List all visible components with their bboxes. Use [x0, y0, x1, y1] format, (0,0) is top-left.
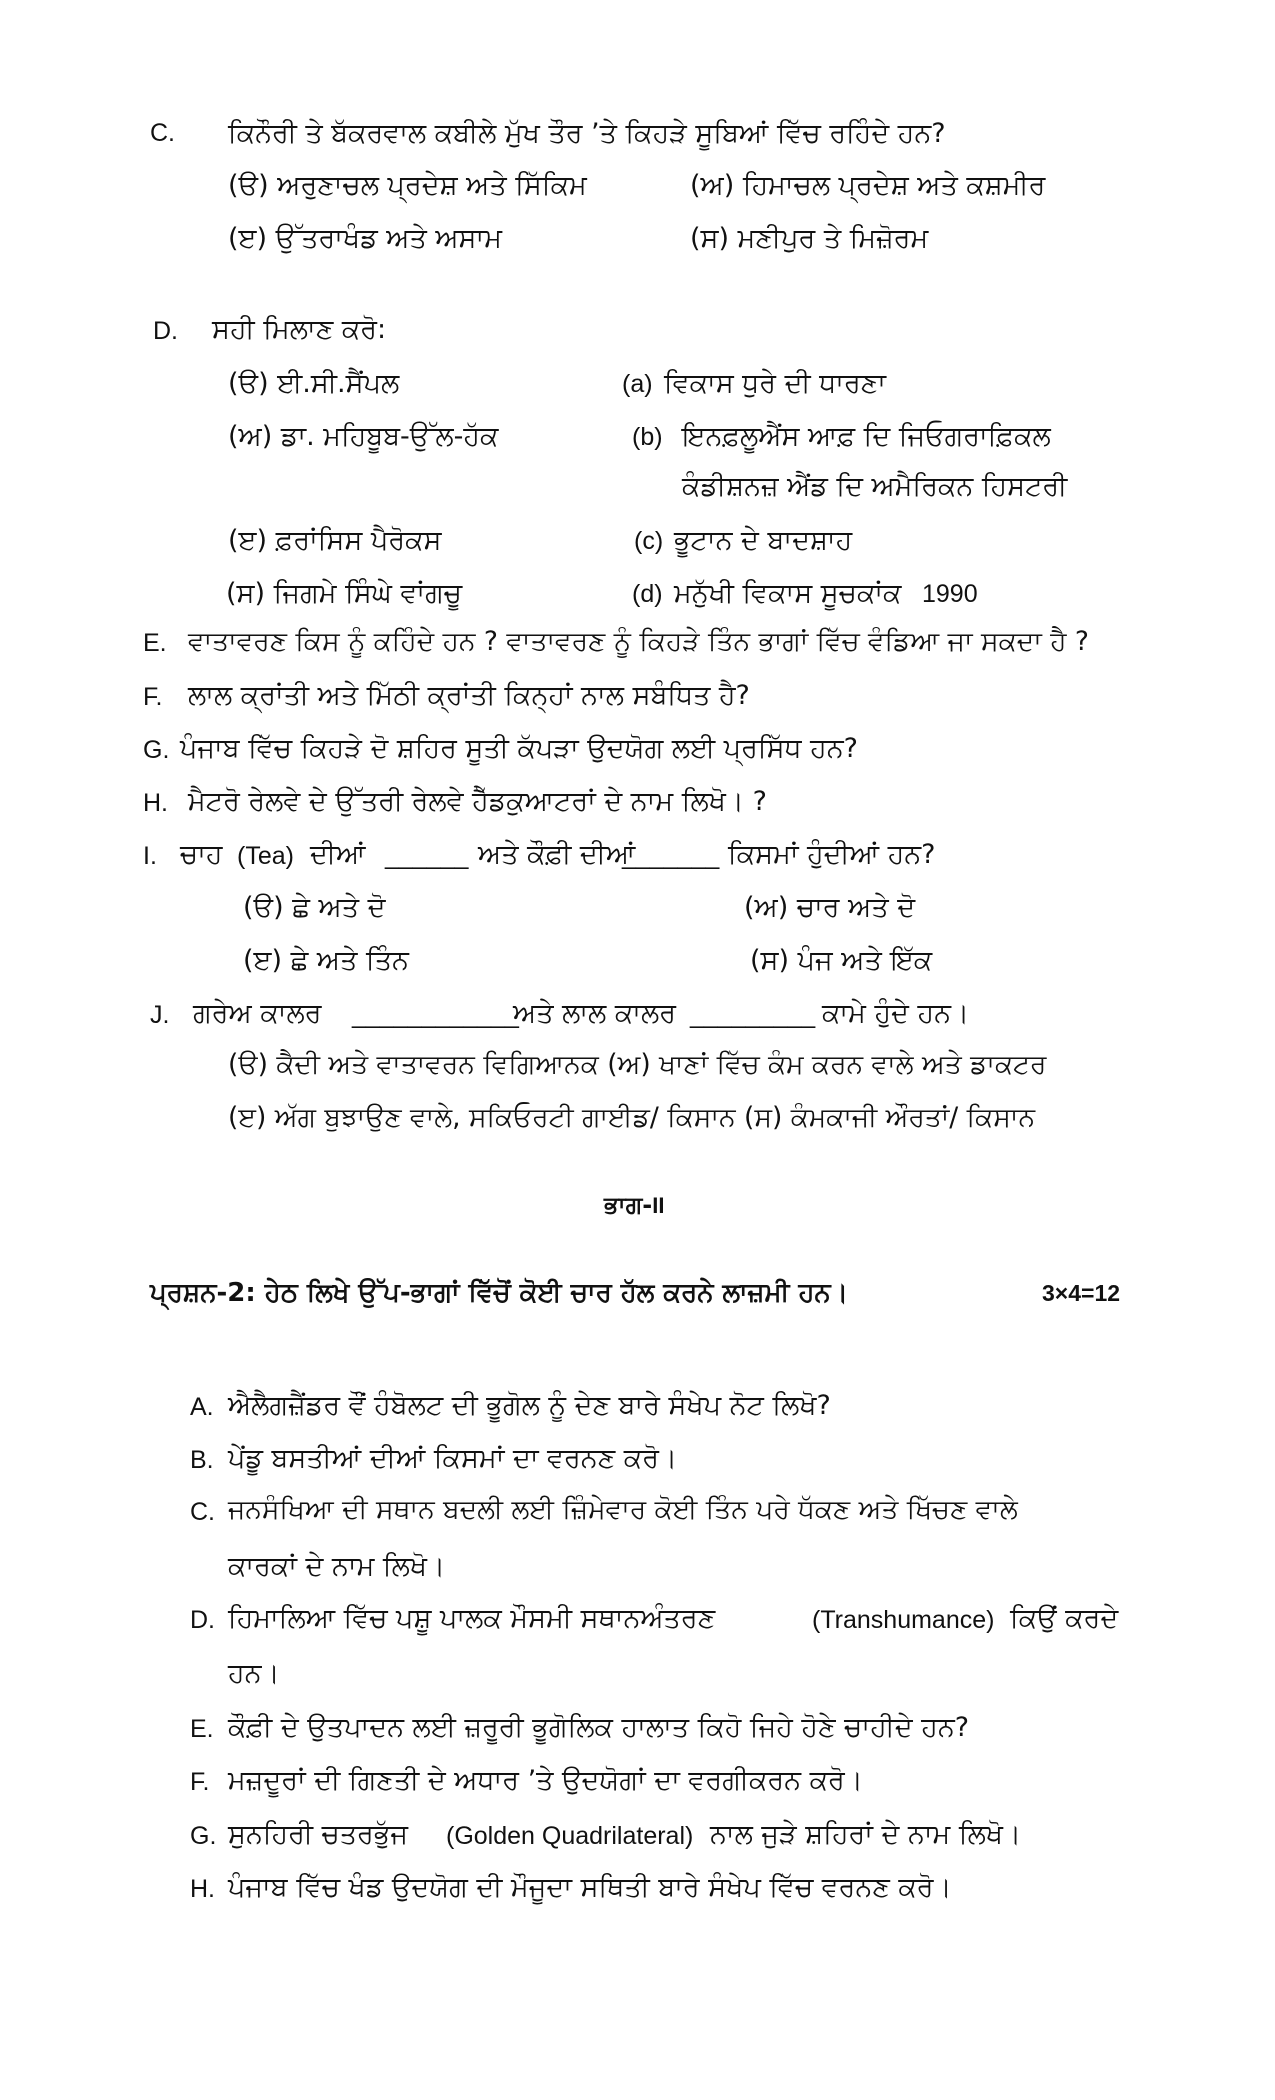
question-2-instruction: ਪ੍ਰਸ਼ਨ-2: ਹੇਠ ਲਿਖੇ ਉੱਪ-ਭਾਗਾਂ ਵਿੱਚੋਂ ਕੋਈ ਚਾਰ ਹੱਲ ਕਰਨੇ ਲਾਜ਼ਮੀ ਹਨ।	[150, 1278, 849, 1308]
question-j-letter: J.	[150, 1001, 170, 1029]
q2-item-d-latin: (Transhumance)	[812, 1606, 995, 1634]
match-right-a: ਵਿਕਾਸ ਧੁਰੇ ਦੀ ਧਾਰਣਾ	[664, 368, 886, 399]
q2-item-g-letter: G.	[190, 1822, 217, 1850]
q2-item-b-text: ਪੇਂਡੂ ਬਸਤੀਆਂ ਦੀਆਂ ਕਿਸਮਾਂ ਦਾ ਵਰਨਣ ਕਰੋ।	[228, 1443, 678, 1474]
question-i-text-1: ਚਾਹ	[180, 839, 223, 870]
q2-item-d-letter: D.	[190, 1606, 215, 1634]
part-heading	[604, 1193, 664, 1217]
q2-item-a-letter: A.	[190, 1393, 214, 1421]
question-i-text-3: ਅਤੇ ਕੌਫ਼ੀ ਦੀਆਂ	[478, 839, 636, 870]
match-right-b: ਇਨਫ਼ਲੂਐਂਸ ਆਫ਼ ਦਿ ਜਿਓਗਰਾਫ਼ਿਕਲ	[682, 421, 1051, 452]
match-left-a: (ੳ) ਈ.ਸੀ.ਸੈਂਪਲ	[228, 368, 400, 399]
match-right-label-b: (b)	[632, 423, 663, 451]
q2-item-g-text-2: ਨਾਲ ਜੁੜੇ ਸ਼ਹਿਰਾਂ ਦੇ ਨਾਮ ਲਿਖੋ।	[710, 1819, 1022, 1850]
question-e-letter: E.	[143, 629, 167, 657]
q2-item-g-latin: (Golden Quadrilateral)	[446, 1822, 694, 1850]
question-j-options-line-1: (ੳ) ਕੈਦੀ ਅਤੇ ਵਾਤਾਵਰਨ ਵਿਗਿਆਨਕ (ਅ) ਖਾਣਾਂ ਵਿੱਚ ਕੰਮ ਕਰਨ ਵਾਲੇ ਅਤੇ ਡਾਕਟਰ	[228, 1049, 1047, 1080]
match-right-label-d: (d)	[632, 580, 663, 608]
q2-item-h-text: ਪੰਜਾਬ ਵਿੱਚ ਖੰਡ ਉਦਯੋਗ ਦੀ ਮੌਜੂਦਾ ਸਥਿਤੀ ਬਾਰੇ ਸੰਖੇਪ ਵਿੱਚ ਵਰਨਣ ਕਰੋ।	[228, 1872, 952, 1903]
question-d-text: ਸਹੀ ਮਿਲਾਣ ਕਰੋ:	[212, 314, 387, 345]
part-heading-roman: II	[652, 1193, 665, 1218]
question-j-blank-1: ____________	[352, 1001, 519, 1029]
question-c-option-a: (ੳ) ਅਰੁਣਾਚਲ ਪ੍ਰਦੇਸ਼ ਅਤੇ ਸਿੱਕਿਮ	[228, 170, 587, 201]
question-c-letter: C.	[150, 119, 175, 147]
q2-item-c-letter: C.	[190, 1498, 215, 1526]
q2-item-a-text: ਐਲੈਗਜ਼ੈਂਡਰ ਵੌਂ ਹੰਬੋਲਟ ਦੀ ਭੂਗੋਲ ਨੂੰ ਦੇਣ ਬਾਰੇ ਸੰਖੇਪ ਨੋਟ ਲਿਖੋ?	[228, 1390, 831, 1421]
question-j-text-1: ਗਰੇਅ ਕਾਲਰ	[193, 998, 322, 1029]
question-j-options-line-2: (ੲ) ਅੱਗ ਬੁਝਾਉਣ ਵਾਲੇ, ਸਕਿਓਰਟੀ ਗਾਈਡ/ ਕਿਸਾਨ (ਸ) ਕੰਮਕਾਜੀ ਔਰਤਾਂ/ ਕਿਸਾਨ	[228, 1102, 1036, 1133]
match-left-d: (ਸ) ਜਿਗਮੇ ਸਿੰਘੇ ਵਾਂਗਚੂ	[226, 578, 462, 609]
question-e-text: ਵਾਤਾਵਰਣ ਕਿਸ ਨੂੰ ਕਹਿੰਦੇ ਹਨ ? ਵਾਤਾਵਰਣ ਨੂੰ ਕਿਹੜੇ ਤਿੰਨ ਭਾਗਾਂ ਵਿੱਚ ਵੰਡਿਆ ਜਾ ਸਕਦਾ ਹੈ ?	[188, 626, 1089, 657]
question-i-option-b: (ਅ) ਚਾਰ ਅਤੇ ਦੋ	[744, 892, 916, 923]
question-i-option-d: (ਸ) ਪੰਜ ਅਤੇ ਇੱਕ	[750, 945, 933, 976]
question-i-blank-2: _______	[622, 842, 720, 870]
q2-item-h-letter: H.	[190, 1875, 215, 1903]
q2-item-c-line-1: ਜਨਸੰਖਿਆ ਦੀ ਸਥਾਨ ਬਦਲੀ ਲਈ ਜ਼ਿੰਮੇਵਾਰ ਕੋਈ ਤਿੰਨ ਪਰੇ ਧੱਕਣ ਅਤੇ ਖਿੱਚਣ ਵਾਲੇ	[228, 1494, 1018, 1525]
q2-item-d-text-2: ਕਿਉਂ ਕਰਦੇ	[1010, 1603, 1119, 1634]
match-right-label-c: (c)	[634, 527, 664, 555]
question-j-blank-2: _________	[690, 1001, 816, 1029]
question-f-text: ਲਾਲ ਕ੍ਰਾਂਤੀ ਅਤੇ ਮਿੱਠੀ ਕ੍ਰਾਂਤੀ ਕਿਨ੍ਹਾਂ ਨਾਲ ਸਬੰਧਿਤ ਹੈ?	[188, 680, 750, 711]
q2-item-f-letter: F.	[190, 1768, 210, 1796]
q2-item-f-text: ਮਜ਼ਦੂਰਾਂ ਦੀ ਗਿਣਤੀ ਦੇ ਅਧਾਰ ’ਤੇ ਉਦਯੋਗਾਂ ਦਾ ਵਰਗੀਕਰਨ ਕਰੋ।	[228, 1765, 863, 1796]
q2-item-d-text-1: ਹਿਮਾਲਿਆ ਵਿੱਚ ਪਸ਼ੂ ਪਾਲਕ ਮੌਸਮੀ ਸਥਾਨਅੰਤਰਣ	[228, 1603, 716, 1634]
question-j-text-3: ਕਾਮੇ ਹੁੰਦੇ ਹਨ।	[822, 998, 970, 1029]
question-c-text: ਕਿਨੌਰੀ ਤੇ ਬੱਕਰਵਾਲ ਕਬੀਲੇ ਮੁੱਖ ਤੌਰ ’ਤੇ ਕਿਹੜੇ ਸੂਬਿਆਂ ਵਿੱਚ ਰਹਿੰਦੇ ਹਨ?	[228, 118, 946, 149]
q2-item-d-line-2: ਹਨ।	[228, 1658, 280, 1689]
question-2-marks: 3×4=12	[1042, 1280, 1121, 1306]
match-right-c: ਭੂਟਾਨ ਦੇ ਬਾਦਸ਼ਾਹ	[674, 525, 853, 556]
question-i-text-2: ਦੀਆਂ	[310, 839, 366, 870]
match-left-c: (ੲ) ਫ਼ਰਾਂਸਿਸ ਪੈਰੋਕਸ	[228, 525, 442, 556]
q2-item-c-line-2: ਕਾਰਕਾਂ ਦੇ ਨਾਮ ਲਿਖੋ।	[228, 1551, 446, 1582]
question-i-option-c: (ੲ) ਛੇ ਅਤੇ ਤਿੰਨ	[243, 945, 409, 976]
question-i-blank-1: ______	[385, 842, 469, 870]
question-d-letter: D.	[153, 317, 178, 345]
question-h-letter: H.	[143, 789, 168, 817]
match-right-label-a: (a)	[622, 370, 653, 398]
question-i-tea: (Tea)	[237, 842, 294, 870]
question-i-text-4: ਕਿਸਮਾਂ ਹੁੰਦੀਆਂ ਹਨ?	[728, 839, 936, 870]
question-c-option-b: (ਅ) ਹਿਮਾਚਲ ਪ੍ਰਦੇਸ਼ ਅਤੇ ਕਸ਼ਮੀਰ	[690, 170, 1046, 201]
question-c-option-d: (ਸ) ਮਣੀਪੁਰ ਤੇ ਮਿਜ਼ੋਰਮ	[690, 223, 929, 254]
match-right-d: ਮਨੁੱਖੀ ਵਿਕਾਸ ਸੂਚਕਾਂਕ	[674, 578, 902, 609]
match-left-b: (ਅ) ਡਾ. ਮਹਿਬੂਬ-ਉੱਲ-ਹੱਕ	[228, 421, 499, 452]
match-right-b-continued: ਕੰਡੀਸ਼ਨਜ਼ ਐਂਡ ਦਿ ਅਮੈਰਿਕਨ ਹਿਸਟਰੀ	[682, 471, 1068, 502]
question-g-text: ਪੰਜਾਬ ਵਿੱਚ ਕਿਹੜੇ ਦੋ ਸ਼ਹਿਰ ਸੂਤੀ ਕੱਪੜਾ ਉਦਯੋਗ ਲਈ ਪ੍ਰਸਿੱਧ ਹਨ?	[180, 733, 858, 764]
q2-item-e-text: ਕੌਫ਼ੀ ਦੇ ਉਤਪਾਦਨ ਲਈ ਜ਼ਰੂਰੀ ਭੂਗੋਲਿਕ ਹਾਲਾਤ ਕਿਹੋ ਜਿਹੇ ਹੋਣੇ ਚਾਹੀਦੇ ਹਨ?	[228, 1712, 970, 1743]
match-right-d-year: 1990	[922, 580, 978, 608]
question-j-text-2: ਅਤੇ ਲਾਲ ਕਾਲਰ	[513, 998, 677, 1029]
question-h-text: ਮੈਟਰੋ ਰੇਲਵੇ ਦੇ ਉੱਤਰੀ ਰੇਲਵੇ ਹੈੱਡਕੁਆਟਰਾਂ ਦੇ ਨਾਮ ਲਿਖੋ। ?	[188, 786, 767, 817]
q2-item-b-letter: B.	[190, 1446, 214, 1474]
q2-item-g-text-1: ਸੁਨਹਿਰੀ ਚਤਰਭੁੱਜ	[228, 1819, 408, 1850]
q2-item-e-letter: E.	[190, 1715, 214, 1743]
question-f-letter: F.	[143, 683, 163, 711]
question-g-letter: G.	[143, 736, 170, 764]
question-i-letter: I.	[143, 842, 157, 870]
part-heading-text: ਭਾਗ-	[604, 1191, 653, 1219]
question-c-option-c: (ੲ) ਉੱਤਰਾਖੰਡ ਅਤੇ ਅਸਾਮ	[228, 223, 503, 254]
question-i-option-a: (ੳ) ਛੇ ਅਤੇ ਦੋ	[243, 892, 386, 923]
